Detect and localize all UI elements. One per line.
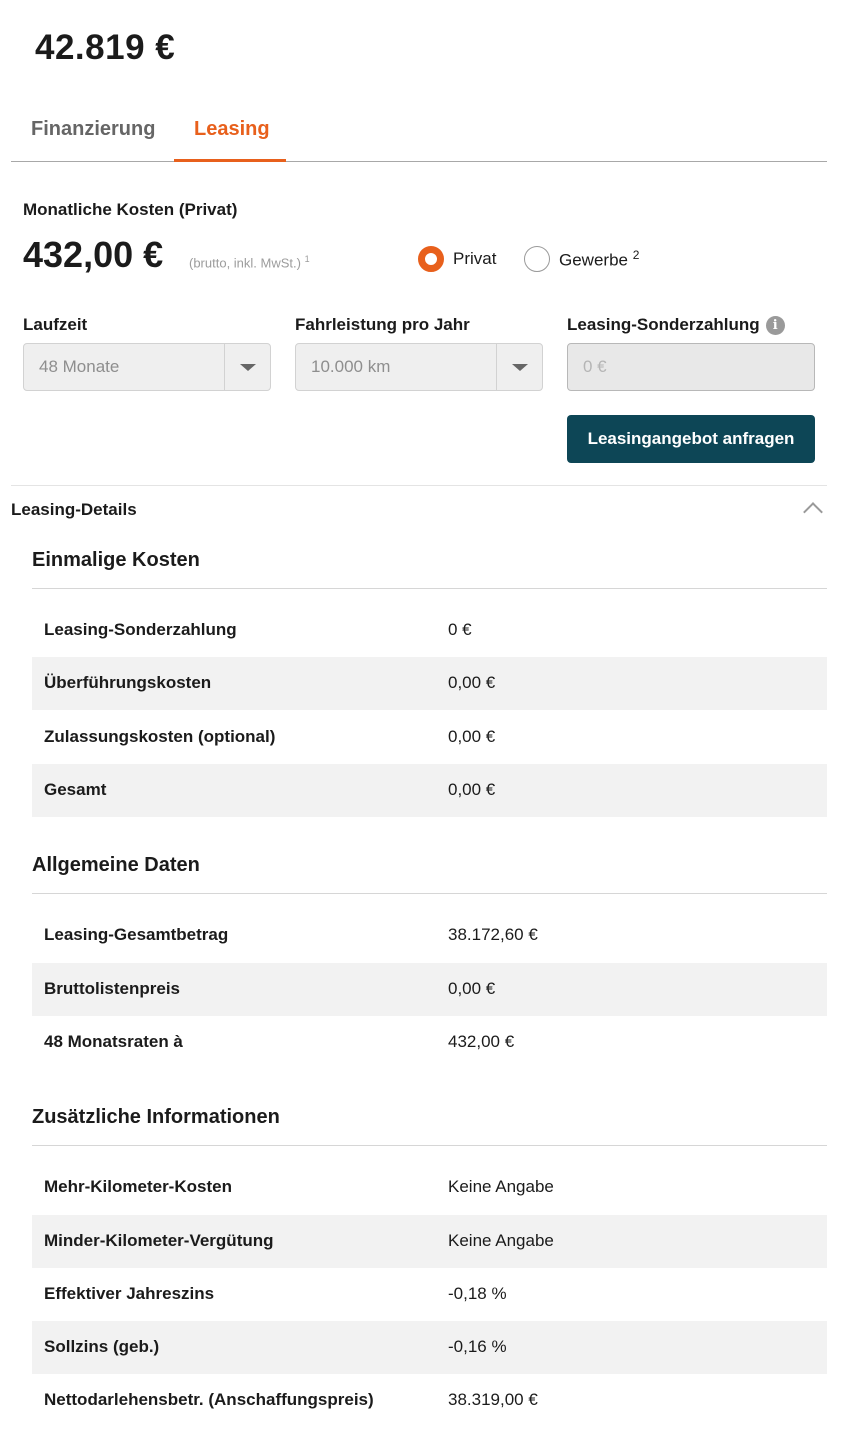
table-row <box>32 604 827 657</box>
table-row <box>32 657 827 710</box>
sonderzahlung-label-text: Leasing-Sonderzahlung <box>567 315 760 334</box>
radio-unchecked-icon[interactable] <box>524 246 550 272</box>
tab-leasing[interactable]: Leasing <box>194 118 270 140</box>
vehicle-price: 42.819 € <box>35 28 176 67</box>
divider <box>11 485 827 486</box>
row-key: Minder-Kilometer-Vergütung <box>44 1231 274 1250</box>
row-value: 0,00 € <box>448 780 496 799</box>
row-key: Sollzins (geb.) <box>44 1337 160 1356</box>
section-divider <box>32 1145 827 1146</box>
row-value: 38.319,00 € <box>448 1390 538 1409</box>
sonderzahlung-value: 0 € <box>583 357 607 376</box>
leasing-details-title: Leasing-Details <box>11 500 137 519</box>
row-value: Keine Angabe <box>448 1177 554 1196</box>
info-icon[interactable]: i <box>766 316 785 335</box>
radio-gewerbe[interactable] <box>524 246 639 272</box>
table-row <box>32 1215 827 1268</box>
tab-finanzierung[interactable]: Finanzierung <box>31 118 156 140</box>
radio-gewerbe-ref: 2 <box>632 247 640 262</box>
table-row <box>32 1321 827 1374</box>
select-divider <box>496 344 497 390</box>
fahrleistung-select[interactable] <box>295 343 543 391</box>
row-value: -0,18 % <box>448 1284 507 1303</box>
table-row <box>32 909 827 962</box>
radio-gewerbe-label: Gewerbe $^2$ <box>559 247 640 270</box>
row-key: Bruttolistenpreis <box>44 979 181 998</box>
row-key: Effektiver Jahreszins <box>44 1284 215 1303</box>
row-key: Überführungskosten <box>44 673 212 692</box>
radio-privat-label: Privat <box>453 249 497 268</box>
laufzeit-select[interactable] <box>23 343 271 391</box>
price-note <box>189 254 310 270</box>
sonderzahlung-label <box>567 315 785 335</box>
price-note-text: (brutto, inkl. MwSt.) <box>189 255 301 271</box>
fahrleistung-label: Fahrleistung pro Jahr <box>295 315 470 334</box>
section-divider <box>32 893 827 894</box>
section-title-allgemeine-daten: Allgemeine Daten <box>32 854 200 876</box>
table-row <box>32 711 827 764</box>
monthly-cost-label: Monatliche Kosten (Privat) <box>23 200 238 219</box>
row-key: 48 Monatsraten à <box>44 1032 183 1051</box>
fahrleistung-value: 10.000 km <box>311 357 391 376</box>
row-key: Nettodarlehensbetr. (Anschaffungspreis) <box>44 1390 374 1409</box>
select-divider <box>224 344 225 390</box>
active-tab-indicator <box>174 159 286 162</box>
table-row <box>32 1374 827 1427</box>
table-row <box>32 764 827 817</box>
row-key: Mehr-Kilometer-Kosten <box>44 1177 232 1196</box>
laufzeit-value: 48 Monate <box>39 357 120 376</box>
row-value: Keine Angabe <box>448 1231 554 1250</box>
chevron-down-icon <box>512 364 528 371</box>
row-key: Gesamt <box>44 780 107 799</box>
sonderzahlung-input[interactable] <box>567 343 815 391</box>
radio-privat[interactable] <box>418 246 496 272</box>
chevron-up-icon[interactable] <box>803 502 823 522</box>
row-key: Zulassungskosten (optional) <box>44 727 276 746</box>
radio-checked-icon[interactable] <box>418 246 444 272</box>
section-title-zusaetzliche-informationen: Zusätzliche Informationen <box>32 1106 280 1128</box>
monthly-cost-price: 432,00 € <box>23 234 164 275</box>
table-row <box>32 1016 827 1069</box>
price-note-ref: 1 <box>304 254 310 264</box>
table-row <box>32 1161 827 1214</box>
row-key: Leasing-Gesamtbetrag <box>44 925 229 944</box>
row-value: -0,16 % <box>448 1337 507 1356</box>
row-value: 0,00 € <box>448 979 496 998</box>
table-row <box>32 963 827 1016</box>
row-key: Leasing-Sonderzahlung <box>44 620 237 639</box>
financing-tabs <box>11 104 827 162</box>
row-value: 0,00 € <box>448 673 496 692</box>
leasing-details-toggle[interactable] <box>11 499 827 523</box>
section-title-einmalige-kosten: Einmalige Kosten <box>32 549 200 571</box>
laufzeit-label: Laufzeit <box>23 315 88 334</box>
request-leasing-offer-button[interactable]: Leasingangebot anfragen <box>567 415 815 463</box>
row-value: 0,00 € <box>448 727 496 746</box>
chevron-down-icon <box>240 364 256 371</box>
table-row <box>32 1268 827 1321</box>
section-divider <box>32 588 827 589</box>
row-value: 0 € <box>448 620 472 639</box>
row-value: 432,00 € <box>448 1032 515 1051</box>
row-value: 38.172,60 € <box>448 925 538 944</box>
